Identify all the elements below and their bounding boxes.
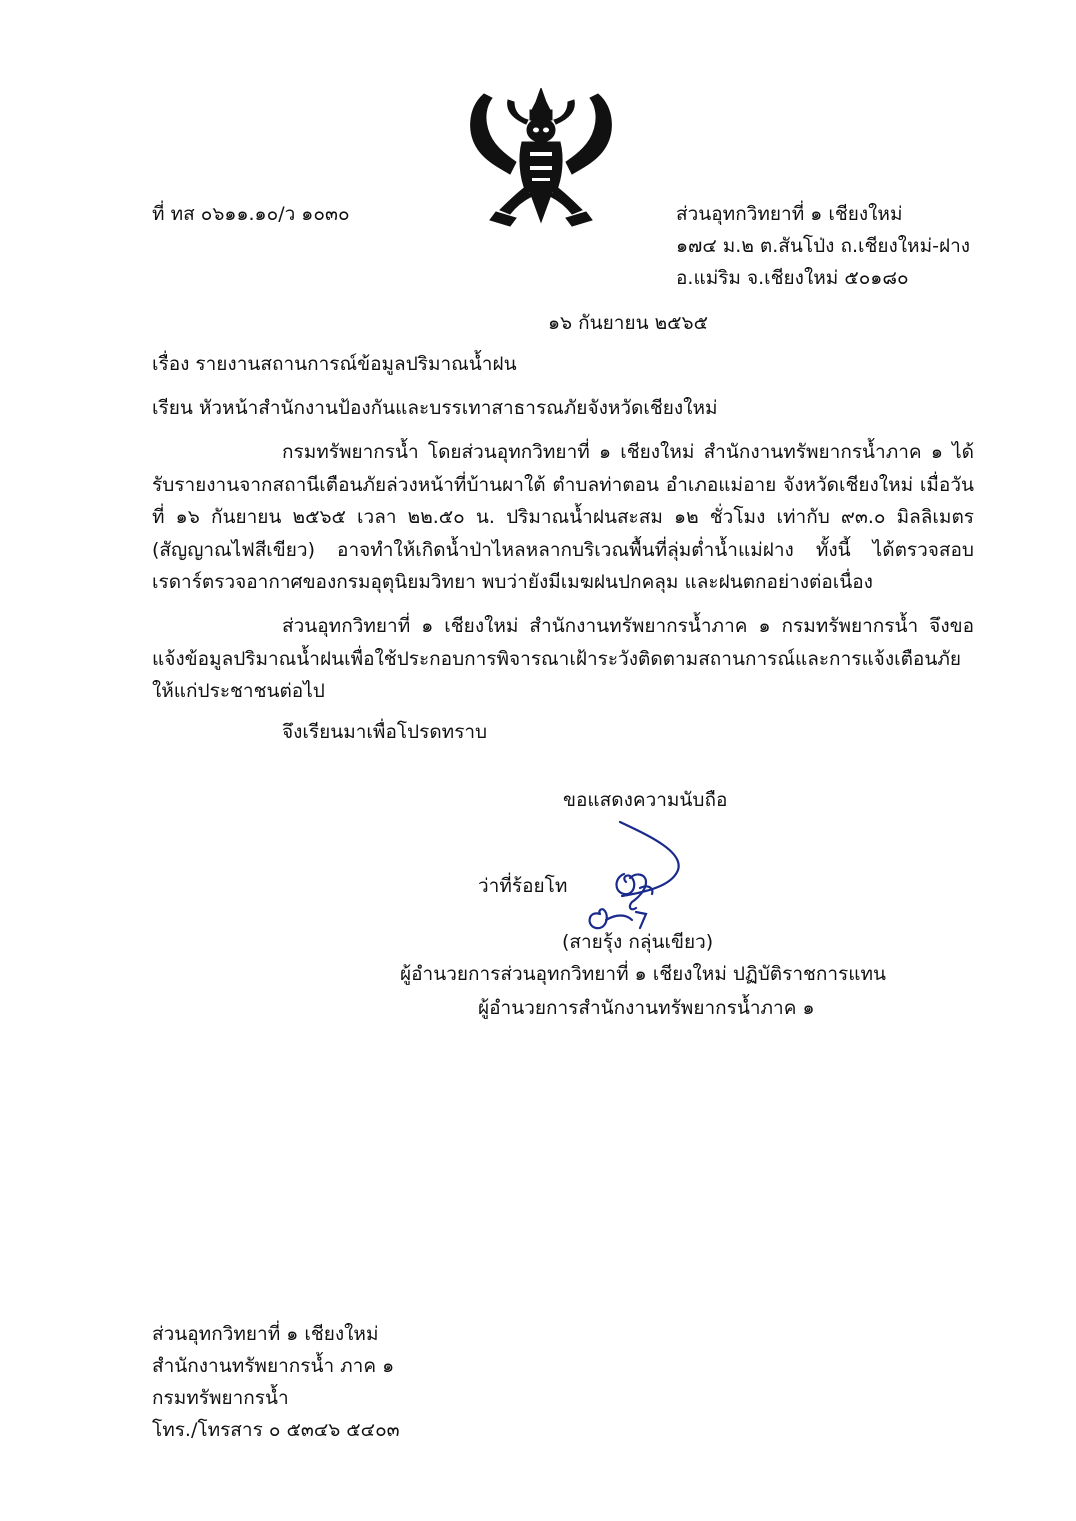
signer-rank: ว่าที่ร้อยโท — [478, 875, 568, 897]
signer-title-line-2: ผู้อำนวยการสำนักงานทรัพยากรน้ำภาค ๑ — [478, 997, 815, 1019]
footer-line-3: กรมทรัพยากรน้ำ — [152, 1387, 289, 1409]
handwritten-signature — [580, 818, 690, 930]
regards-line: ขอแสดงความนับถือ — [563, 789, 728, 811]
footer-phone-fax: โทร./โทรสาร ๐ ๕๓๔๖ ๕๔๐๓ — [152, 1419, 400, 1441]
sender-address-line-1: ส่วนอุทกวิทยาที่ ๑ เชียงใหม่ — [676, 203, 903, 225]
recipient-line: เรียน หัวหน้าสำนักงานป้องกันและบรรเทาสาธารณภัยจังหวัดเชียงใหม่ — [152, 397, 718, 419]
reference-number: ที่ ทส ๐๖๑๑.๑๐/ว ๑๐๓๐ — [152, 203, 350, 225]
garuda-emblem-icon — [466, 88, 616, 230]
body-paragraph-1 — [152, 436, 974, 599]
subject-line: เรื่อง รายงานสถานการณ์ข้อมูลปริมาณน้ำฝน — [152, 353, 517, 375]
body-paragraph-2 — [152, 610, 974, 708]
body-paragraph-1-text: กรมทรัพยากรน้ำ โดยส่วนอุทกวิทยาที่ ๑ เชียงใหม่ สำนักงานทรัพยากรน้ำภาค ๑ ได้รับรายงานจากสถานีเตือนภัยล่วงหน้าที่บ้านผาใต้ ตำบลท่าตอน อำเภอแม่อาย จังหวัดเชียงใหม่ เมื่อวันที่ ๑๖ กันยายน ๒๕๖๕ เวลา ๒๒.๕๐ น. ปริมาณน้ำฝนสะสม ๑๒ ชั่วโมง เท่ากับ ๙๓.๐ มิลลิเมตร (สัญญาณไฟสีเขียว) อาจทำให้เกิดน้ำป่าไหลหลากบริเวณพื้นที่ลุ่มต่ำน้ำแม่ฝาง ทั้งนี้ ได้ตรวจสอบเรดาร์ตรวจอากาศของกรมอุตุนิยมวิทยา พบว่ายังมีเมฆฝนปกคลุม และฝนตกอย่างต่อเนื่อง — [152, 441, 974, 593]
signer-name: (สายรุ้ง กลุ่นเขียว) — [562, 931, 714, 953]
body-paragraph-2-text: ส่วนอุทกวิทยาที่ ๑ เชียงใหม่ สำนักงานทรัพยากรน้ำภาค ๑ กรมทรัพยากรน้ำ จึงขอแจ้งข้อมูลปริมาณน้ำฝนเพื่อใช้ประกอบการพิจารณาเฝ้าระวังติดตามสถานการณ์และการแจ้งเตือนภัยให้แก่ประชาชนต่อไป — [152, 615, 974, 702]
closing-line: จึงเรียนมาเพื่อโปรดทราบ — [282, 721, 488, 743]
footer-line-1: ส่วนอุทกวิทยาที่ ๑ เชียงใหม่ — [152, 1323, 379, 1345]
sender-address-line-2: ๑๗๔ ม.๒ ต.สันโป่ง ถ.เชียงใหม่-ฝาง — [676, 235, 971, 257]
footer-line-2: สำนักงานทรัพยากรน้ำ ภาค ๑ — [152, 1355, 395, 1377]
signer-title-line-1: ผู้อำนวยการส่วนอุทกวิทยาที่ ๑ เชียงใหม่ ปฏิบัติราชการแทน — [400, 963, 887, 985]
letter-date: ๑๖ กันยายน ๒๕๖๕ — [548, 312, 708, 334]
sender-address-line-3: อ.แม่ริม จ.เชียงใหม่ ๕๐๑๘๐ — [676, 267, 909, 289]
